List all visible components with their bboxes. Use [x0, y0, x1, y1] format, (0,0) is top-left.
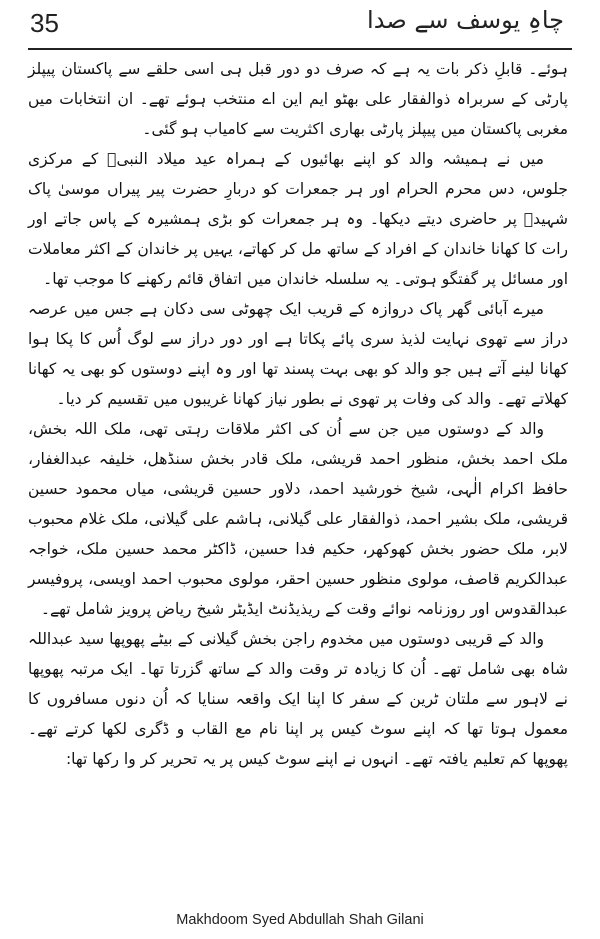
body-text — [28, 54, 568, 774]
paragraph: والد کے قریبی دوستوں میں مخدوم راجن بخش گیلانی کے بیٹے پھوپھا سید عبداللہ شاہ بھی شامل تھے۔ اُن کا زیادہ تر وقت والد کے ساتھ گزرتا تھا۔ ایک مرتبہ پھوپھا نے لاہور سے ملتان ٹرین کے سفر کا اپنا ایک واقعہ سنایا کہ اُن دنوں مسافروں کا معمول ہوتا تھا کہ اپنے سوٹ کیس پر اپنا نام مع القاب و ڈگری لکھا کرتے تھے۔ پھوپھا کم تعلیم یافتہ تھے۔ انہوں نے اپنے سوٹ کیس پر یہ تحریر کر وا رکھا تھا: — [28, 630, 568, 768]
paragraph: ہوئے۔ قابلِ ذکر بات یہ ہے کہ صرف دو دور قبل ہی اسی حلقے سے پاکستان پیپلز پارٹی کے سربراہ ذوالفقار علی بھٹو ایم این اے منتخب ہوئے تھے۔ ان انتخابات میں مغربی پاکستان میں پیپلز پارٹی بھاری اکثریت سے کامیاب ہو گئی۔ — [28, 60, 568, 138]
paragraph: میں نے ہمیشہ والد کو اپنے بھائیوں کے ہمراہ عید میلاد النبیؐ کے مرکزی جلوس، دس محرم الحرام اور ہر جمعرات کو دربارِ حضرت پیر پیراں موسیٰ پاک شہیدؒ پر حاضری دیتے دیکھا۔ وہ ہر جمعرات کو بڑی ہمشیرہ کے پاس جاتے اور رات کا کھانا خاندان کے افراد کے ساتھ مل کر کھاتے، یہیں پر خاندان کے اکثر معاملات اور مسائل پر گفتگو ہوتی۔ یہ سلسلہ خاندان میں اتفاق قائم رکھنے کا موجب تھا۔ — [28, 150, 568, 288]
footer-caption: Makhdoom Syed Abdullah Shah Gilani — [176, 912, 424, 928]
header-divider — [28, 48, 572, 50]
running-title: چاہِ یوسف سے صدا — [367, 6, 564, 34]
paragraph: میرے آبائی گھر پاک دروازہ کے قریب ایک چھوٹی سی دکان ہے جس میں عرصہ دراز سے تھوی نہایت لذیذ سری پائے پکاتا ہے اور دور دراز سے لوگ اُس کا پکا ہوا کھانا لینے آتے ہیں جو والد کو بھی بہت پسند تھا اور وہ اپنے دوستوں کو بھی یہ کھانا کھلاتے تھے۔ والد کی وفات پر تھوی نے بطور نیاز کھانا غریبوں میں تقسیم کر دیا۔ — [28, 300, 568, 408]
page-number: 35 — [30, 8, 59, 38]
paragraph: والد کے دوستوں میں جن سے اُن کی اکثر ملاقات رہتی تھی، ملک اللہ بخش، ملک احمد بخش، منظور احمد قریشی، ملک قادر بخش سنڈھل، خلیفہ عبدالغفار، حافظ اکرام الٰہی، شیخ خورشید احمد، دلاور حسین قریشی، میاں محمود حسین قریشی، ملک بشیر احمد، ذوالفقار علی گیلانی، ہاشم علی گیلانی، ملک غلام محبوب لابر، ملک حضور بخش کھوکھر، حکیم فدا حسین، ڈاکٹر محمد حسین ملک، خواجہ عبدالکریم قاصف، مولوی منظور حسین احقر، مولوی محبوب احمد اویسی، پروفیسر عبدالقدوس اور روزنامہ نوائے وقت کے ریذیڈنٹ ایڈیٹر شیخ ریاض پرویز شامل تھے۔ — [28, 420, 568, 618]
